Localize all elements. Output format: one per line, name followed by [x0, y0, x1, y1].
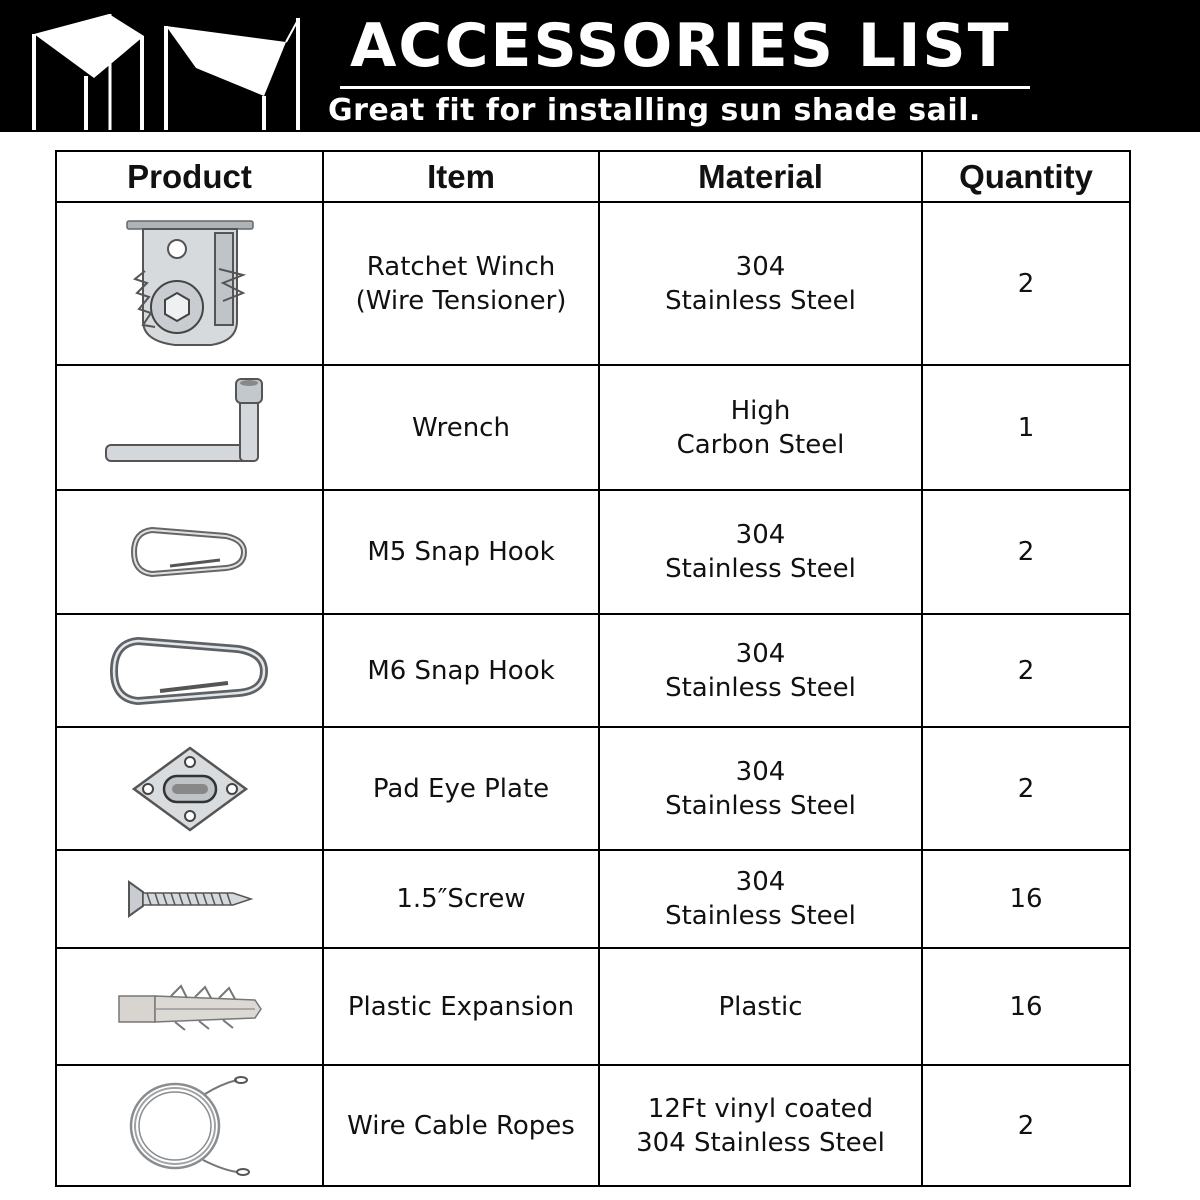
product-cell	[56, 490, 323, 614]
product-cell	[56, 614, 323, 727]
material-cell	[599, 727, 922, 850]
material-line: 304 Stainless Steel	[636, 1127, 885, 1158]
header-banner	[0, 0, 1200, 132]
material-cell	[599, 202, 922, 365]
snap-hook-icon	[110, 633, 270, 709]
material-cell	[599, 850, 922, 948]
table-row	[56, 614, 1130, 727]
material-line: 304	[735, 638, 786, 669]
table-row	[56, 948, 1130, 1065]
material-line: 304	[735, 867, 786, 897]
item-label: Ratchet Winch (Wire Tensioner)	[355, 251, 567, 316]
material-line: Stainless Steel	[665, 790, 856, 821]
material-cell	[599, 1065, 922, 1186]
page-title: ACCESSORIES LIST	[350, 11, 1011, 81]
item-cell: Pad Eye Plate	[323, 727, 599, 850]
item-cell: Wrench	[323, 365, 599, 490]
material-line: 304	[735, 756, 786, 787]
snap-hook-icon	[130, 522, 250, 582]
plastic-anchor-icon	[115, 982, 265, 1032]
header-product: Product	[56, 151, 323, 202]
material-line: High	[730, 395, 791, 426]
material-line: 304	[735, 251, 786, 282]
quantity-cell: 2	[922, 490, 1130, 614]
material-line: Stainless Steel	[665, 285, 856, 316]
header-quantity: Quantity	[922, 151, 1130, 202]
item-cell: Plastic Expansion	[323, 948, 599, 1065]
material-line: 12Ft vinyl coated	[647, 1093, 874, 1124]
quantity-cell: 2	[922, 614, 1130, 727]
product-cell	[56, 948, 323, 1065]
material-cell	[599, 365, 922, 490]
product-cell	[56, 727, 323, 850]
ratchet-winch-icon	[115, 209, 265, 359]
material-line: Stainless Steel	[665, 672, 856, 703]
product-cell	[56, 1065, 323, 1186]
material-cell	[599, 490, 922, 614]
material-line: Carbon Steel	[676, 429, 845, 460]
table-header-row	[56, 151, 1130, 202]
material-line: Plastic	[718, 991, 803, 1022]
table-row	[56, 1065, 1130, 1186]
material-cell	[599, 614, 922, 727]
material-line: 304	[735, 520, 786, 550]
accessories-table	[55, 150, 1131, 1187]
quantity-cell: 16	[922, 850, 1130, 948]
product-cell	[56, 850, 323, 948]
table-row	[56, 202, 1130, 365]
table-row	[56, 365, 1130, 490]
product-cell	[56, 202, 323, 365]
item-cell: Wire Cable Ropes	[323, 1065, 599, 1186]
title-underline	[340, 86, 1030, 89]
quantity-cell: 1	[922, 365, 1130, 490]
screw-icon	[125, 874, 255, 924]
table-row	[56, 727, 1130, 850]
wrench-icon	[100, 373, 280, 483]
page-subtitle: Great fit for installing sun shade sail.	[328, 93, 981, 128]
quantity-cell: 2	[922, 727, 1130, 850]
material-line: Stainless Steel	[665, 554, 856, 584]
wire-cable-coil-icon	[125, 1074, 255, 1178]
header-item: Item	[323, 151, 599, 202]
quantity-cell: 2	[922, 1065, 1130, 1186]
pad-eye-plate-icon	[130, 744, 250, 834]
quantity-cell: 2	[922, 202, 1130, 365]
item-cell: 1.5″Screw	[323, 850, 599, 948]
table-row	[56, 490, 1130, 614]
header-material: Material	[599, 151, 922, 202]
material-line: Stainless Steel	[665, 901, 856, 931]
item-cell: M6 Snap Hook	[323, 614, 599, 727]
quantity-cell: 16	[922, 948, 1130, 1065]
material-cell	[599, 948, 922, 1065]
table-row	[56, 850, 1130, 948]
shade-sail-icon	[24, 6, 314, 130]
item-cell	[323, 202, 599, 365]
product-cell	[56, 365, 323, 490]
item-cell: M5 Snap Hook	[323, 490, 599, 614]
